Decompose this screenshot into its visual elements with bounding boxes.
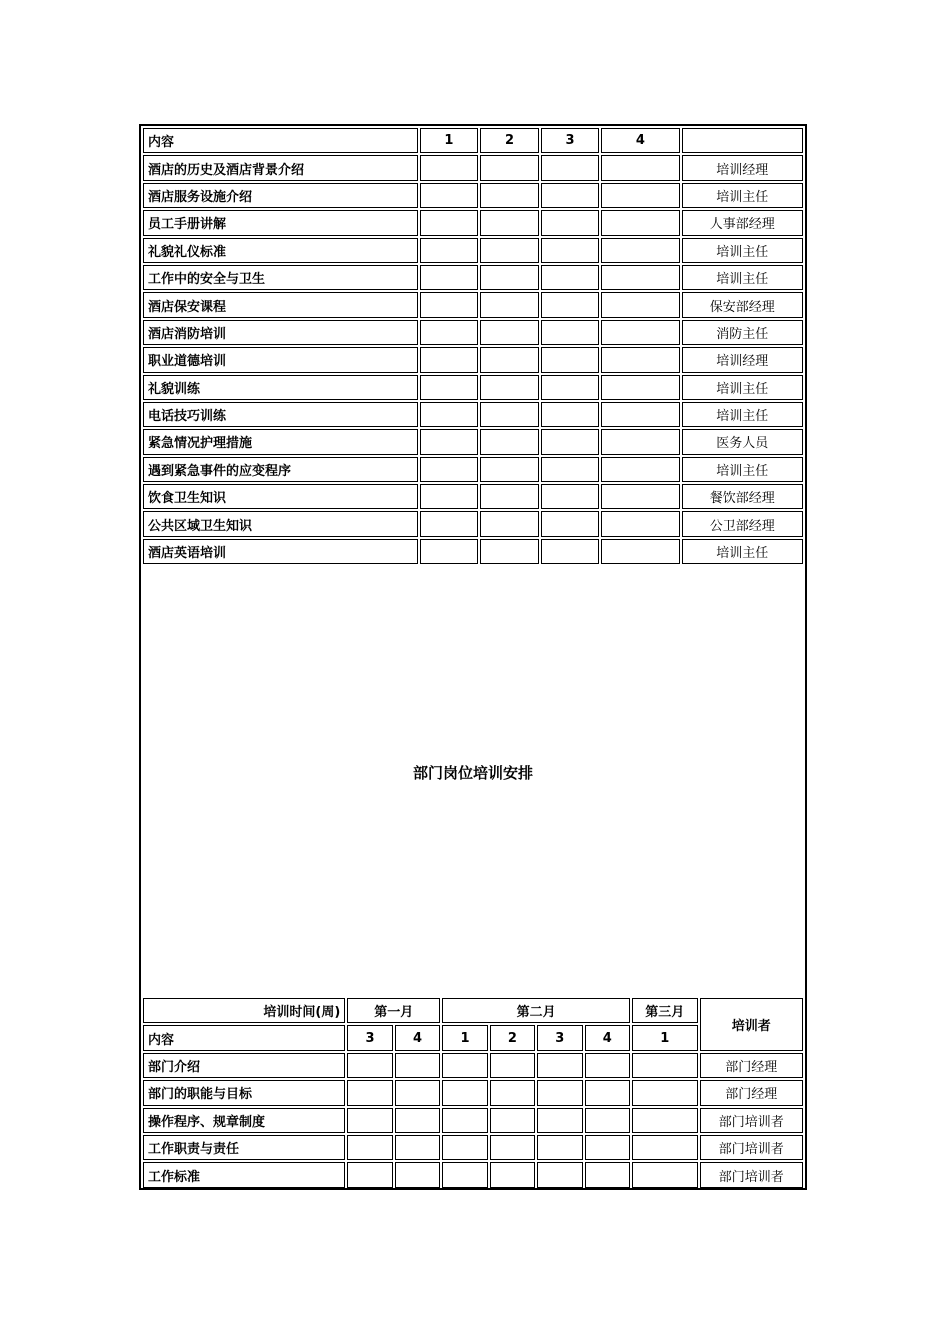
schedule-cell — [601, 210, 679, 235]
schedule-cell — [601, 155, 679, 180]
schedule-cell — [585, 1080, 630, 1105]
row-trainer: 培训经理 — [682, 155, 803, 180]
schedule-cell — [420, 183, 479, 208]
row-content: 部门介绍 — [143, 1053, 345, 1078]
row-trainer: 部门经理 — [700, 1053, 803, 1078]
schedule-cell — [601, 484, 679, 509]
schedule-cell — [480, 539, 539, 564]
schedule-cell — [420, 238, 479, 263]
week-header: 2 — [490, 1025, 535, 1050]
schedule-cell — [490, 1053, 535, 1078]
schedule-cell — [420, 457, 479, 482]
schedule-cell — [420, 265, 479, 290]
row-content: 礼貌训练 — [143, 375, 418, 400]
row-content: 工作标准 — [143, 1162, 345, 1187]
schedule-cell — [395, 1135, 441, 1160]
schedule-cell — [541, 238, 600, 263]
trainer-header: 培训者 — [700, 998, 803, 1051]
schedule-cell — [632, 1162, 698, 1187]
schedule-cell — [480, 292, 539, 317]
schedule-cell — [541, 155, 600, 180]
row-content: 职业道德培训 — [143, 347, 418, 372]
table-row — [143, 292, 803, 317]
row-content: 工作职责与责任 — [143, 1135, 345, 1160]
schedule-cell — [420, 292, 479, 317]
section-title: 部门岗位培训安排 — [412, 764, 533, 782]
schedule-cell — [480, 484, 539, 509]
schedule-cell — [347, 1162, 393, 1187]
schedule-cell — [537, 1135, 582, 1160]
month-header: 第一月 — [347, 998, 440, 1023]
table-row — [143, 457, 803, 482]
schedule-cell — [490, 1135, 535, 1160]
schedule-cell — [395, 1108, 441, 1133]
row-content: 酒店保安课程 — [143, 292, 418, 317]
schedule-cell — [541, 539, 600, 564]
schedule-cell — [537, 1053, 582, 1078]
schedule-cell — [632, 1080, 698, 1105]
schedule-cell — [541, 457, 600, 482]
week-header: 1 — [632, 1025, 698, 1050]
table-row — [143, 429, 803, 454]
schedule-cell — [601, 402, 679, 427]
schedule-cell — [480, 265, 539, 290]
schedule-cell — [442, 1135, 487, 1160]
schedule-cell — [480, 155, 539, 180]
schedule-cell — [537, 1162, 582, 1187]
schedule-cell — [347, 1053, 393, 1078]
schedule-cell — [347, 1080, 393, 1105]
schedule-cell — [601, 457, 679, 482]
schedule-cell — [585, 1162, 630, 1187]
week-header: 1 — [442, 1025, 487, 1050]
table-row — [143, 210, 803, 235]
schedule-cell — [480, 210, 539, 235]
row-trainer: 培训主任 — [682, 183, 803, 208]
schedule-cell — [420, 484, 479, 509]
orientation-training-table — [141, 126, 805, 566]
schedule-cell — [541, 210, 600, 235]
schedule-cell — [541, 484, 600, 509]
schedule-cell — [480, 402, 539, 427]
content-header: 内容 — [143, 1025, 345, 1050]
week-header: 4 — [585, 1025, 630, 1050]
table-row — [143, 183, 803, 208]
month-header: 第二月 — [442, 998, 630, 1023]
row-content: 酒店消防培训 — [143, 320, 418, 345]
schedule-cell — [490, 1080, 535, 1105]
department-training-table — [141, 996, 805, 1190]
schedule-cell — [541, 347, 600, 372]
schedule-cell — [480, 347, 539, 372]
schedule-cell — [480, 511, 539, 536]
schedule-cell — [541, 375, 600, 400]
row-content: 电话技巧训练 — [143, 402, 418, 427]
schedule-cell — [395, 1162, 441, 1187]
schedule-cell — [541, 265, 600, 290]
schedule-cell — [480, 183, 539, 208]
schedule-cell — [541, 320, 600, 345]
schedule-cell — [480, 320, 539, 345]
schedule-cell — [601, 429, 679, 454]
schedule-cell — [442, 1108, 487, 1133]
schedule-cell — [395, 1080, 441, 1105]
table-row — [143, 265, 803, 290]
schedule-cell — [480, 375, 539, 400]
schedule-cell — [585, 1135, 630, 1160]
table-row — [143, 320, 803, 345]
schedule-cell — [442, 1080, 487, 1105]
row-trainer: 培训经理 — [682, 347, 803, 372]
schedule-cell — [541, 402, 600, 427]
schedule-cell — [601, 265, 679, 290]
row-trainer: 培训主任 — [682, 265, 803, 290]
row-trainer: 医务人员 — [682, 429, 803, 454]
schedule-cell — [420, 210, 479, 235]
table-row — [143, 155, 803, 180]
schedule-cell — [347, 1108, 393, 1133]
schedule-cell — [601, 238, 679, 263]
schedule-cell — [541, 292, 600, 317]
row-trainer: 餐饮部经理 — [682, 484, 803, 509]
schedule-cell — [601, 511, 679, 536]
schedule-cell — [420, 375, 479, 400]
table-row — [143, 1162, 803, 1187]
row-trainer: 培训主任 — [682, 375, 803, 400]
schedule-cell — [537, 1108, 582, 1133]
schedule-cell — [585, 1108, 630, 1133]
row-content: 操作程序、规章制度 — [143, 1108, 345, 1133]
schedule-cell — [537, 1080, 582, 1105]
schedule-cell — [420, 429, 479, 454]
schedule-cell — [601, 320, 679, 345]
schedule-cell — [541, 429, 600, 454]
schedule-cell — [585, 1053, 630, 1078]
schedule-cell — [480, 457, 539, 482]
week-header: 3 — [537, 1025, 582, 1050]
schedule-cell — [490, 1162, 535, 1187]
week-header: 3 — [347, 1025, 393, 1050]
training-schedule-frame — [139, 124, 807, 1190]
row-trainer: 保安部经理 — [682, 292, 803, 317]
week-header: 3 — [541, 128, 600, 153]
table-row — [143, 511, 803, 536]
row-trainer: 公卫部经理 — [682, 511, 803, 536]
schedule-cell — [601, 539, 679, 564]
row-trainer: 培训主任 — [682, 457, 803, 482]
schedule-cell — [632, 1135, 698, 1160]
row-content: 礼貌礼仪标准 — [143, 238, 418, 263]
schedule-cell — [347, 1135, 393, 1160]
table-row — [143, 1080, 803, 1105]
schedule-cell — [601, 292, 679, 317]
time-label: 培训时间(周) — [143, 998, 345, 1023]
schedule-cell — [601, 183, 679, 208]
schedule-cell — [490, 1108, 535, 1133]
schedule-cell — [632, 1108, 698, 1133]
row-trainer: 部门培训者 — [700, 1135, 803, 1160]
table-row — [143, 1053, 803, 1078]
row-trainer: 人事部经理 — [682, 210, 803, 235]
table-row — [143, 484, 803, 509]
week-header: 4 — [395, 1025, 441, 1050]
row-content: 工作中的安全与卫生 — [143, 265, 418, 290]
table-row — [143, 375, 803, 400]
row-trainer: 培训主任 — [682, 539, 803, 564]
row-trainer: 部门经理 — [700, 1080, 803, 1105]
row-content: 饮食卫生知识 — [143, 484, 418, 509]
row-trainer: 培训主任 — [682, 238, 803, 263]
table-row — [143, 347, 803, 372]
schedule-cell — [420, 402, 479, 427]
row-content: 酒店服务设施介绍 — [143, 183, 418, 208]
table-header-row — [143, 128, 803, 153]
table-row — [143, 238, 803, 263]
table-row — [143, 402, 803, 427]
month-header: 第三月 — [632, 998, 698, 1023]
table-row — [143, 1108, 803, 1133]
schedule-cell — [420, 155, 479, 180]
row-trainer: 部门培训者 — [700, 1108, 803, 1133]
week-header: 4 — [601, 128, 679, 153]
table-row — [143, 539, 803, 564]
schedule-cell — [601, 375, 679, 400]
schedule-cell — [480, 429, 539, 454]
schedule-cell — [541, 511, 600, 536]
row-content: 酒店的历史及酒店背景介绍 — [143, 155, 418, 180]
schedule-cell — [442, 1053, 487, 1078]
week-header: 1 — [420, 128, 479, 153]
row-content: 紧急情况护理措施 — [143, 429, 418, 454]
schedule-cell — [420, 511, 479, 536]
schedule-cell — [420, 347, 479, 372]
week-header: 2 — [480, 128, 539, 153]
row-content: 部门的职能与目标 — [143, 1080, 345, 1105]
table-row — [143, 1135, 803, 1160]
row-trainer: 消防主任 — [682, 320, 803, 345]
schedule-cell — [480, 238, 539, 263]
row-content: 公共区域卫生知识 — [143, 511, 418, 536]
content-header: 内容 — [143, 128, 418, 153]
schedule-cell — [442, 1162, 487, 1187]
row-content: 酒店英语培训 — [143, 539, 418, 564]
row-content: 遇到紧急事件的应变程序 — [143, 457, 418, 482]
month-header-row — [143, 998, 803, 1023]
schedule-cell — [541, 183, 600, 208]
schedule-cell — [601, 347, 679, 372]
trainer-header — [682, 128, 803, 153]
row-trainer: 培训主任 — [682, 402, 803, 427]
schedule-cell — [632, 1053, 698, 1078]
schedule-cell — [420, 539, 479, 564]
row-trainer: 部门培训者 — [700, 1162, 803, 1187]
schedule-cell — [395, 1053, 441, 1078]
row-content: 员工手册讲解 — [143, 210, 418, 235]
schedule-cell — [420, 320, 479, 345]
